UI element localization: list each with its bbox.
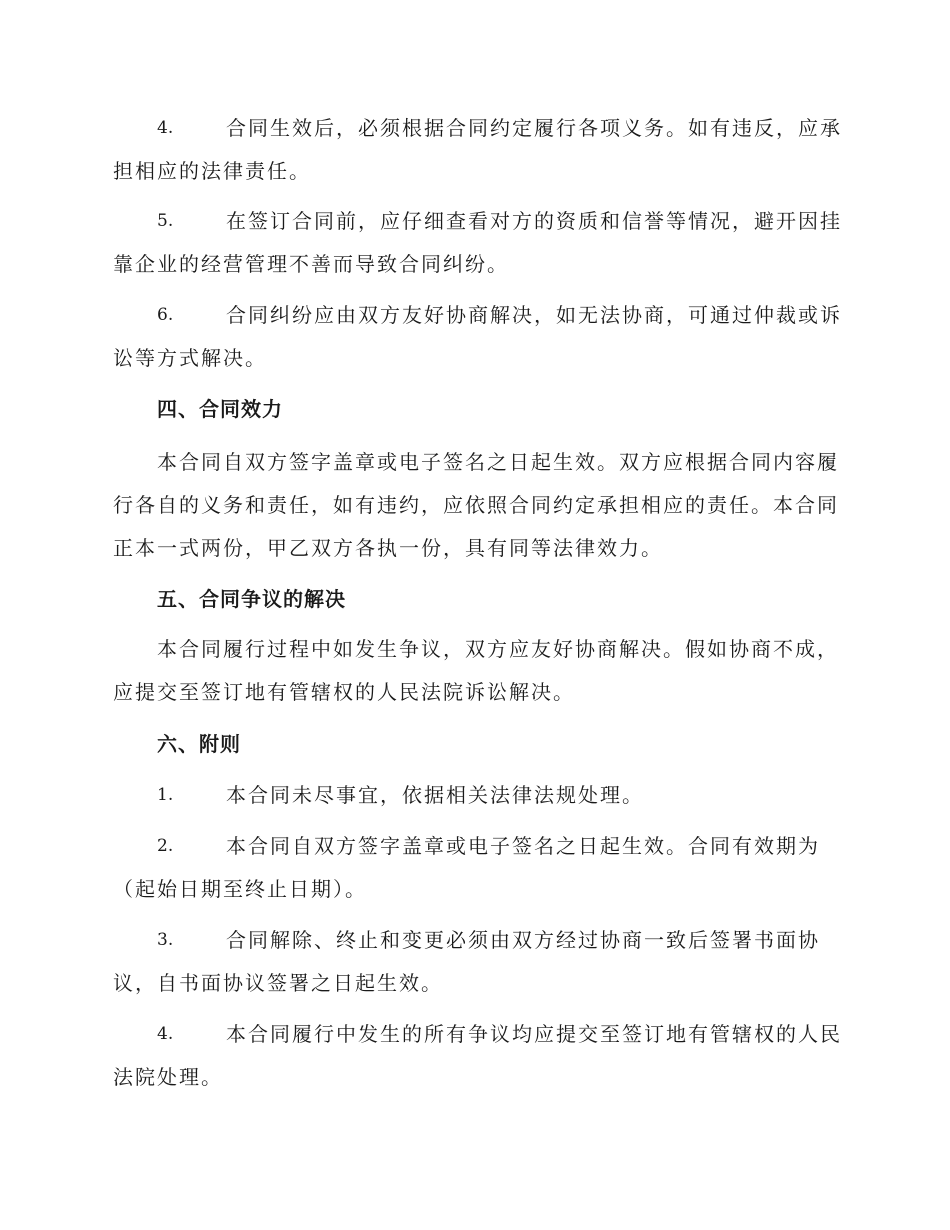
item-text-line: 法院处理。	[113, 1065, 223, 1089]
paragraph-line: 行各自的义务和责任，如有违约，应依照合同约定承担相应的责任。本合同	[113, 493, 839, 517]
item-number: 4.	[157, 1024, 174, 1044]
item-text-line: （起始日期至终止日期）。	[113, 877, 367, 901]
item-text-line: 合同生效后，必须根据合同约定履行各项义务。如有违反，应承	[226, 116, 842, 140]
item-text-line: 担相应的法律责任。	[113, 159, 311, 183]
item-number: 1.	[157, 785, 174, 805]
paragraph-line: 正本一式两份，甲乙双方各执一份，具有同等法律效力。	[113, 536, 663, 560]
item-text-line: 合同纠纷应由双方友好协商解决，如无法协商，可通过仲裁或诉	[226, 303, 842, 327]
paragraph-line: 本合同自双方签字盖章或电子签名之日起生效。双方应根据合同内容履	[157, 450, 839, 474]
section-heading: 四、合同效力	[157, 397, 283, 421]
section-heading: 六、附则	[157, 732, 241, 756]
paragraph-line: 应提交至签订地有管辖权的人民法院诉讼解决。	[113, 680, 575, 704]
item-text-line: 本合同自双方签字盖章或电子签名之日起生效。合同有效期为	[226, 834, 820, 858]
item-number: 6.	[157, 305, 174, 325]
item-text-line: 议，自书面协议签署之日起生效。	[113, 971, 443, 995]
section-heading: 五、合同争议的解决	[157, 587, 346, 611]
item-text-line: 本合同履行中发生的所有争议均应提交至签订地有管辖权的人民	[226, 1022, 842, 1046]
item-text-line: 在签订合同前，应仔细查看对方的资质和信誉等情况，避开因挂	[226, 209, 842, 233]
item-text-line: 本合同未尽事宜，依据相关法律法规处理。	[226, 783, 644, 807]
item-text-line: 合同解除、终止和变更必须由双方经过协商一致后签署书面协	[226, 928, 820, 952]
item-text-line: 讼等方式解决。	[113, 346, 267, 370]
paragraph-line: 本合同履行过程中如发生争议，双方应友好协商解决。假如协商不成，	[157, 637, 839, 661]
item-number: 4.	[157, 118, 174, 138]
item-text-line: 靠企业的经营管理不善而导致合同纠纷。	[113, 252, 509, 276]
item-number: 2.	[157, 836, 174, 856]
item-number: 3.	[157, 930, 174, 950]
item-number: 5.	[157, 211, 174, 231]
